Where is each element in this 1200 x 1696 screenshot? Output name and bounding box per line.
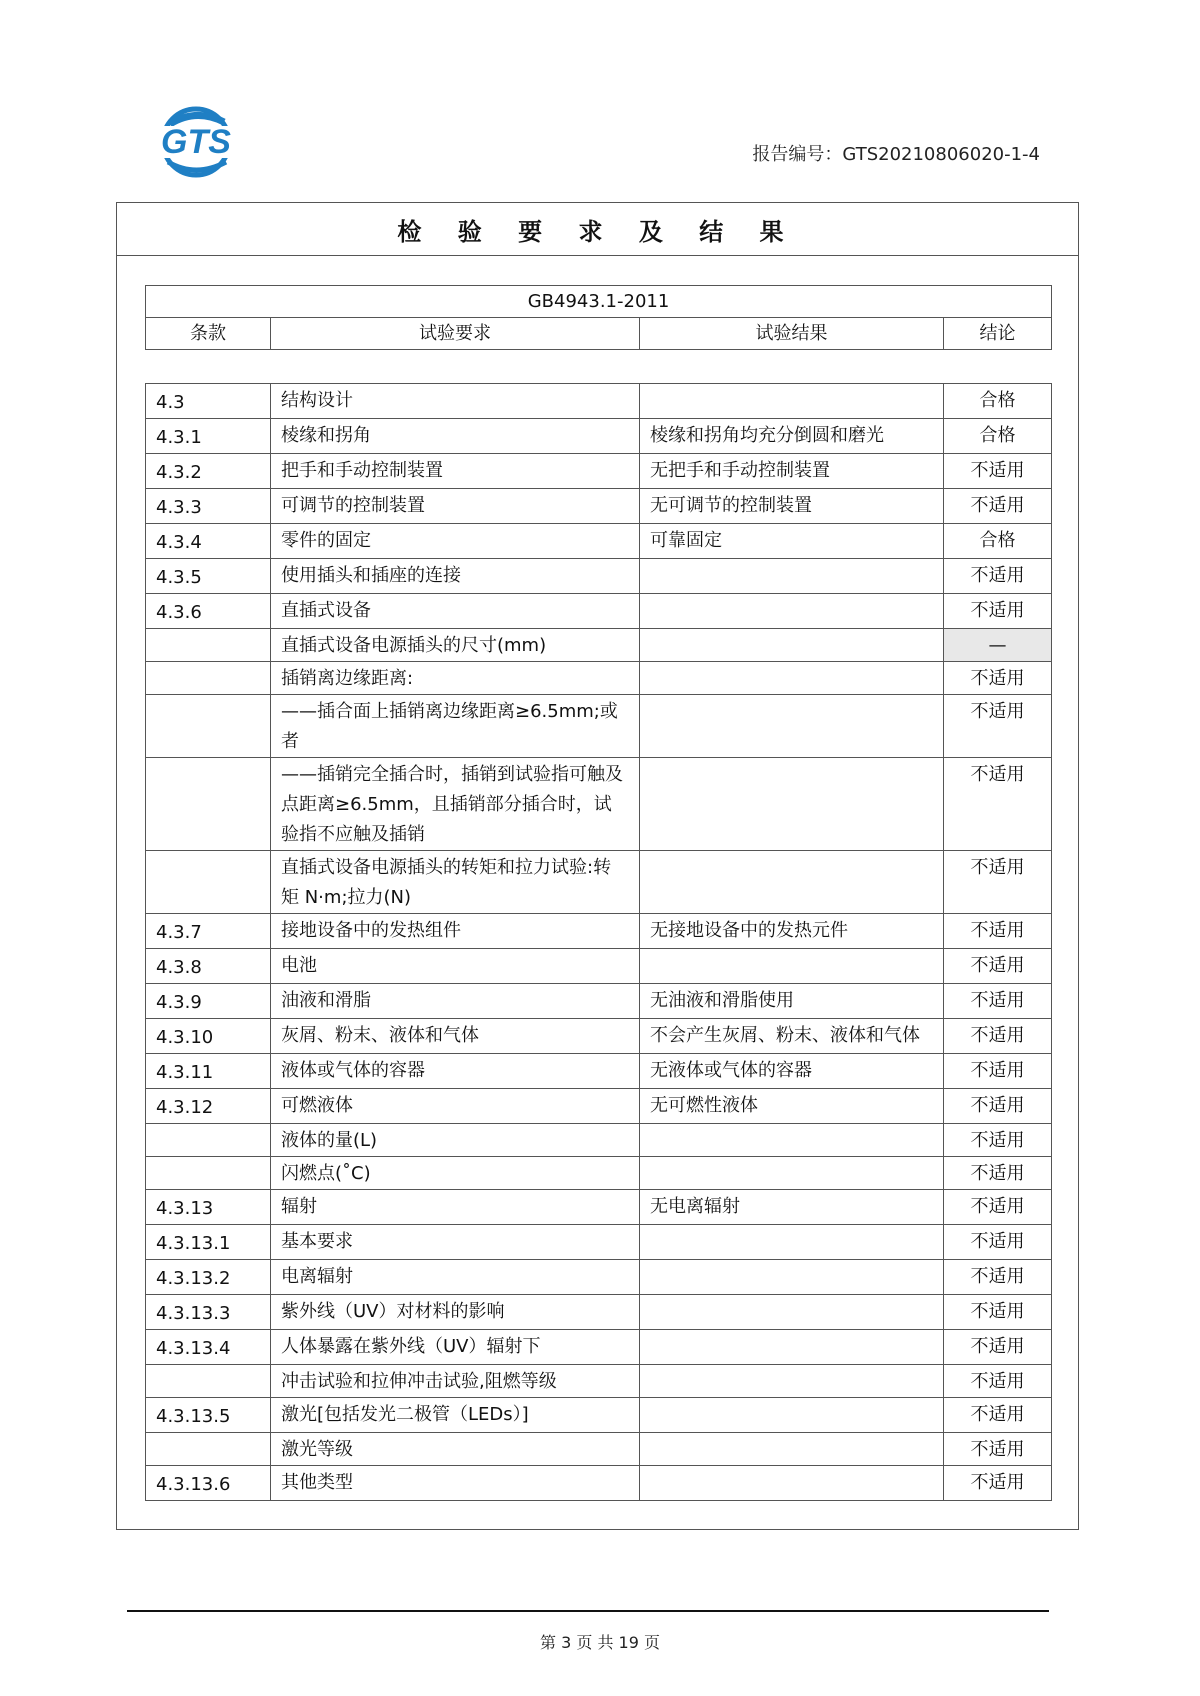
table-row: [146, 1330, 1052, 1365]
table-row: [146, 1190, 1052, 1225]
cell-result: [640, 1330, 944, 1365]
report-number-value: GTS20210806020-1-4: [842, 144, 1040, 165]
cell-clause: 4.3.8: [146, 949, 271, 984]
table-row: [146, 1295, 1052, 1330]
cell-result: [640, 1225, 944, 1260]
cell-requirement: 激光[包括发光二极管（LEDs）]: [271, 1398, 640, 1433]
cell-requirement: 接地设备中的发热组件: [271, 914, 640, 949]
cell-requirement: ——插销完全插合时，插销到试验指可触及点距离≥6.5mm，且插销部分插合时，试验指不应触及插销: [271, 758, 640, 851]
table-row: [146, 384, 1052, 419]
cell-conclusion: 合格: [944, 524, 1052, 559]
cell-clause: [146, 851, 271, 914]
table-row: [146, 629, 1052, 662]
table-row: [146, 1433, 1052, 1466]
cell-clause: 4.3.9: [146, 984, 271, 1019]
cell-conclusion: 不适用: [944, 1330, 1052, 1365]
cell-clause: [146, 1157, 271, 1190]
cell-requirement: 电池: [271, 949, 640, 984]
table-row: [146, 1260, 1052, 1295]
cell-clause: 4.3.2: [146, 454, 271, 489]
cell-requirement: 人体暴露在紫外线（UV）辐射下: [271, 1330, 640, 1365]
table-row: [146, 758, 1052, 851]
cell-clause: 4.3.13.4: [146, 1330, 271, 1365]
cell-conclusion: 不适用: [944, 1054, 1052, 1089]
cell-result: [640, 1260, 944, 1295]
cell-requirement: 把手和手动控制装置: [271, 454, 640, 489]
table-row: [146, 1089, 1052, 1124]
cell-result: [640, 1295, 944, 1330]
table-row: [146, 695, 1052, 758]
cell-conclusion: 不适用: [944, 489, 1052, 524]
table-row: [146, 1124, 1052, 1157]
cell-requirement: 使用插头和插座的连接: [271, 559, 640, 594]
header-clause: 条款: [146, 318, 271, 350]
cell-conclusion: 不适用: [944, 1466, 1052, 1501]
cell-conclusion: 不适用: [944, 559, 1052, 594]
cell-clause: 4.3.13.6: [146, 1466, 271, 1501]
cell-result: 棱缘和拐角均充分倒圆和磨光: [640, 419, 944, 454]
cell-conclusion: 不适用: [944, 662, 1052, 695]
section-title: 检 验 要 求 及 结 果: [117, 203, 1078, 256]
cell-requirement: 直插式设备电源插头的转矩和拉力试验:转矩 N·m;拉力(N): [271, 851, 640, 914]
cell-conclusion: 不适用: [944, 1124, 1052, 1157]
cell-conclusion: 不适用: [944, 1433, 1052, 1466]
table-row: [146, 559, 1052, 594]
cell-clause: 4.3.13.5: [146, 1398, 271, 1433]
cell-result: [640, 695, 944, 758]
table-row: [146, 1157, 1052, 1190]
table-row: [146, 454, 1052, 489]
cell-result: [640, 1124, 944, 1157]
cell-result: [640, 758, 944, 851]
table-row: [146, 984, 1052, 1019]
cell-result: [640, 1433, 944, 1466]
report-number: [752, 140, 1040, 166]
cell-requirement: 液体或气体的容器: [271, 1054, 640, 1089]
cell-clause: 4.3.11: [146, 1054, 271, 1089]
cell-conclusion: 合格: [944, 419, 1052, 454]
cell-conclusion: 不适用: [944, 1019, 1052, 1054]
results-table: [145, 383, 1052, 1501]
table-row: [146, 594, 1052, 629]
cell-requirement: 辐射: [271, 1190, 640, 1225]
cell-result: 无可调节的控制装置: [640, 489, 944, 524]
cell-conclusion: 不适用: [944, 454, 1052, 489]
cell-requirement: 油液和滑脂: [271, 984, 640, 1019]
footer-divider: [127, 1610, 1049, 1612]
cell-conclusion: 不适用: [944, 914, 1052, 949]
cell-result: [640, 594, 944, 629]
table-row: [146, 1225, 1052, 1260]
cell-result: 无把手和手动控制装置: [640, 454, 944, 489]
cell-clause: 4.3.13.2: [146, 1260, 271, 1295]
cell-requirement: 可调节的控制装置: [271, 489, 640, 524]
cell-result: [640, 949, 944, 984]
cell-result: 可靠固定: [640, 524, 944, 559]
cell-conclusion: 不适用: [944, 1398, 1052, 1433]
cell-clause: 4.3.1: [146, 419, 271, 454]
cell-conclusion: 不适用: [944, 594, 1052, 629]
page-total: 19: [618, 1633, 639, 1652]
cell-conclusion: 不适用: [944, 851, 1052, 914]
cell-conclusion: 不适用: [944, 1089, 1052, 1124]
cell-requirement: 直插式设备: [271, 594, 640, 629]
cell-conclusion: 不适用: [944, 1157, 1052, 1190]
cell-result: [640, 662, 944, 695]
cell-clause: 4.3.13.3: [146, 1295, 271, 1330]
page-prefix: 第: [539, 1633, 556, 1652]
cell-clause: 4.3.6: [146, 594, 271, 629]
cell-result: [640, 1365, 944, 1398]
results-frame: [116, 202, 1079, 1530]
table-row: [146, 1019, 1052, 1054]
standard-header-table: [145, 285, 1052, 350]
cell-requirement: 插销离边缘距离:: [271, 662, 640, 695]
page-mid: 页 共: [576, 1633, 614, 1652]
cell-conclusion: 不适用: [944, 1295, 1052, 1330]
cell-result: 不会产生灰屑、粉末、液体和气体: [640, 1019, 944, 1054]
cell-conclusion: 不适用: [944, 1260, 1052, 1295]
column-headers: [146, 318, 1052, 350]
cell-clause: [146, 1433, 271, 1466]
cell-conclusion: 不适用: [944, 1225, 1052, 1260]
cell-clause: 4.3: [146, 384, 271, 419]
cell-result: [640, 851, 944, 914]
cell-requirement: 零件的固定: [271, 524, 640, 559]
cell-requirement: 灰屑、粉末、液体和气体: [271, 1019, 640, 1054]
table-row: [146, 524, 1052, 559]
cell-requirement: 结构设计: [271, 384, 640, 419]
cell-clause: 4.3.5: [146, 559, 271, 594]
cell-conclusion: 合格: [944, 384, 1052, 419]
table-row: [146, 489, 1052, 524]
cell-requirement: 紫外线（UV）对材料的影响: [271, 1295, 640, 1330]
cell-clause: 4.3.12: [146, 1089, 271, 1124]
cell-clause: [146, 1124, 271, 1157]
table-row: [146, 1398, 1052, 1433]
cell-result: [640, 1466, 944, 1501]
cell-result: 无液体或气体的容器: [640, 1054, 944, 1089]
cell-requirement: 棱缘和拐角: [271, 419, 640, 454]
cell-result: 无油液和滑脂使用: [640, 984, 944, 1019]
cell-clause: 4.3.13.1: [146, 1225, 271, 1260]
cell-clause: [146, 662, 271, 695]
svg-text:GTS: GTS: [161, 123, 231, 161]
cell-requirement: 基本要求: [271, 1225, 640, 1260]
header-conclusion: 结论: [944, 318, 1052, 350]
header-requirement: 试验要求: [271, 318, 640, 350]
cell-result: [640, 629, 944, 662]
table-row: [146, 851, 1052, 914]
cell-clause: 4.3.10: [146, 1019, 271, 1054]
cell-clause: 4.3.4: [146, 524, 271, 559]
cell-clause: 4.3.13: [146, 1190, 271, 1225]
page-number: [0, 1630, 1200, 1653]
cell-result: [640, 384, 944, 419]
company-logo: [140, 102, 252, 182]
table-row: [146, 1466, 1052, 1501]
cell-conclusion: 不适用: [944, 758, 1052, 851]
table-row: [146, 419, 1052, 454]
table-row: [146, 914, 1052, 949]
table-row: [146, 1054, 1052, 1089]
cell-requirement: 液体的量(L): [271, 1124, 640, 1157]
header-result: 试验结果: [640, 318, 944, 350]
cell-conclusion: 不适用: [944, 984, 1052, 1019]
cell-conclusion: 不适用: [944, 1190, 1052, 1225]
table-row: [146, 949, 1052, 984]
cell-requirement: 电离辐射: [271, 1260, 640, 1295]
standard-code: GB4943.1-2011: [146, 286, 1052, 318]
cell-requirement: ——插合面上插销离边缘距离≥6.5mm;或者: [271, 695, 640, 758]
cell-result: [640, 559, 944, 594]
cell-clause: 4.3.7: [146, 914, 271, 949]
cell-result: [640, 1398, 944, 1433]
cell-clause: [146, 758, 271, 851]
cell-clause: [146, 629, 271, 662]
cell-result: [640, 1157, 944, 1190]
cell-clause: [146, 695, 271, 758]
cell-clause: [146, 1365, 271, 1398]
cell-conclusion: 不适用: [944, 695, 1052, 758]
cell-requirement: 冲击试验和拉伸冲击试验,阻燃等级: [271, 1365, 640, 1398]
page-current: 3: [561, 1633, 572, 1652]
page-suffix: 页: [644, 1633, 661, 1652]
cell-requirement: 直插式设备电源插头的尺寸(mm): [271, 629, 640, 662]
table-row: [146, 662, 1052, 695]
cell-result: 无接地设备中的发热元件: [640, 914, 944, 949]
cell-conclusion: 不适用: [944, 1365, 1052, 1398]
cell-requirement: 其他类型: [271, 1466, 640, 1501]
cell-clause: 4.3.3: [146, 489, 271, 524]
cell-conclusion: —: [944, 629, 1052, 662]
cell-conclusion: 不适用: [944, 949, 1052, 984]
table-row: [146, 1365, 1052, 1398]
cell-requirement: 闪燃点(˚C): [271, 1157, 640, 1190]
cell-requirement: 可燃液体: [271, 1089, 640, 1124]
cell-requirement: 激光等级: [271, 1433, 640, 1466]
cell-result: 无可燃性液体: [640, 1089, 944, 1124]
report-number-label: 报告编号：: [752, 144, 843, 165]
cell-result: 无电离辐射: [640, 1190, 944, 1225]
